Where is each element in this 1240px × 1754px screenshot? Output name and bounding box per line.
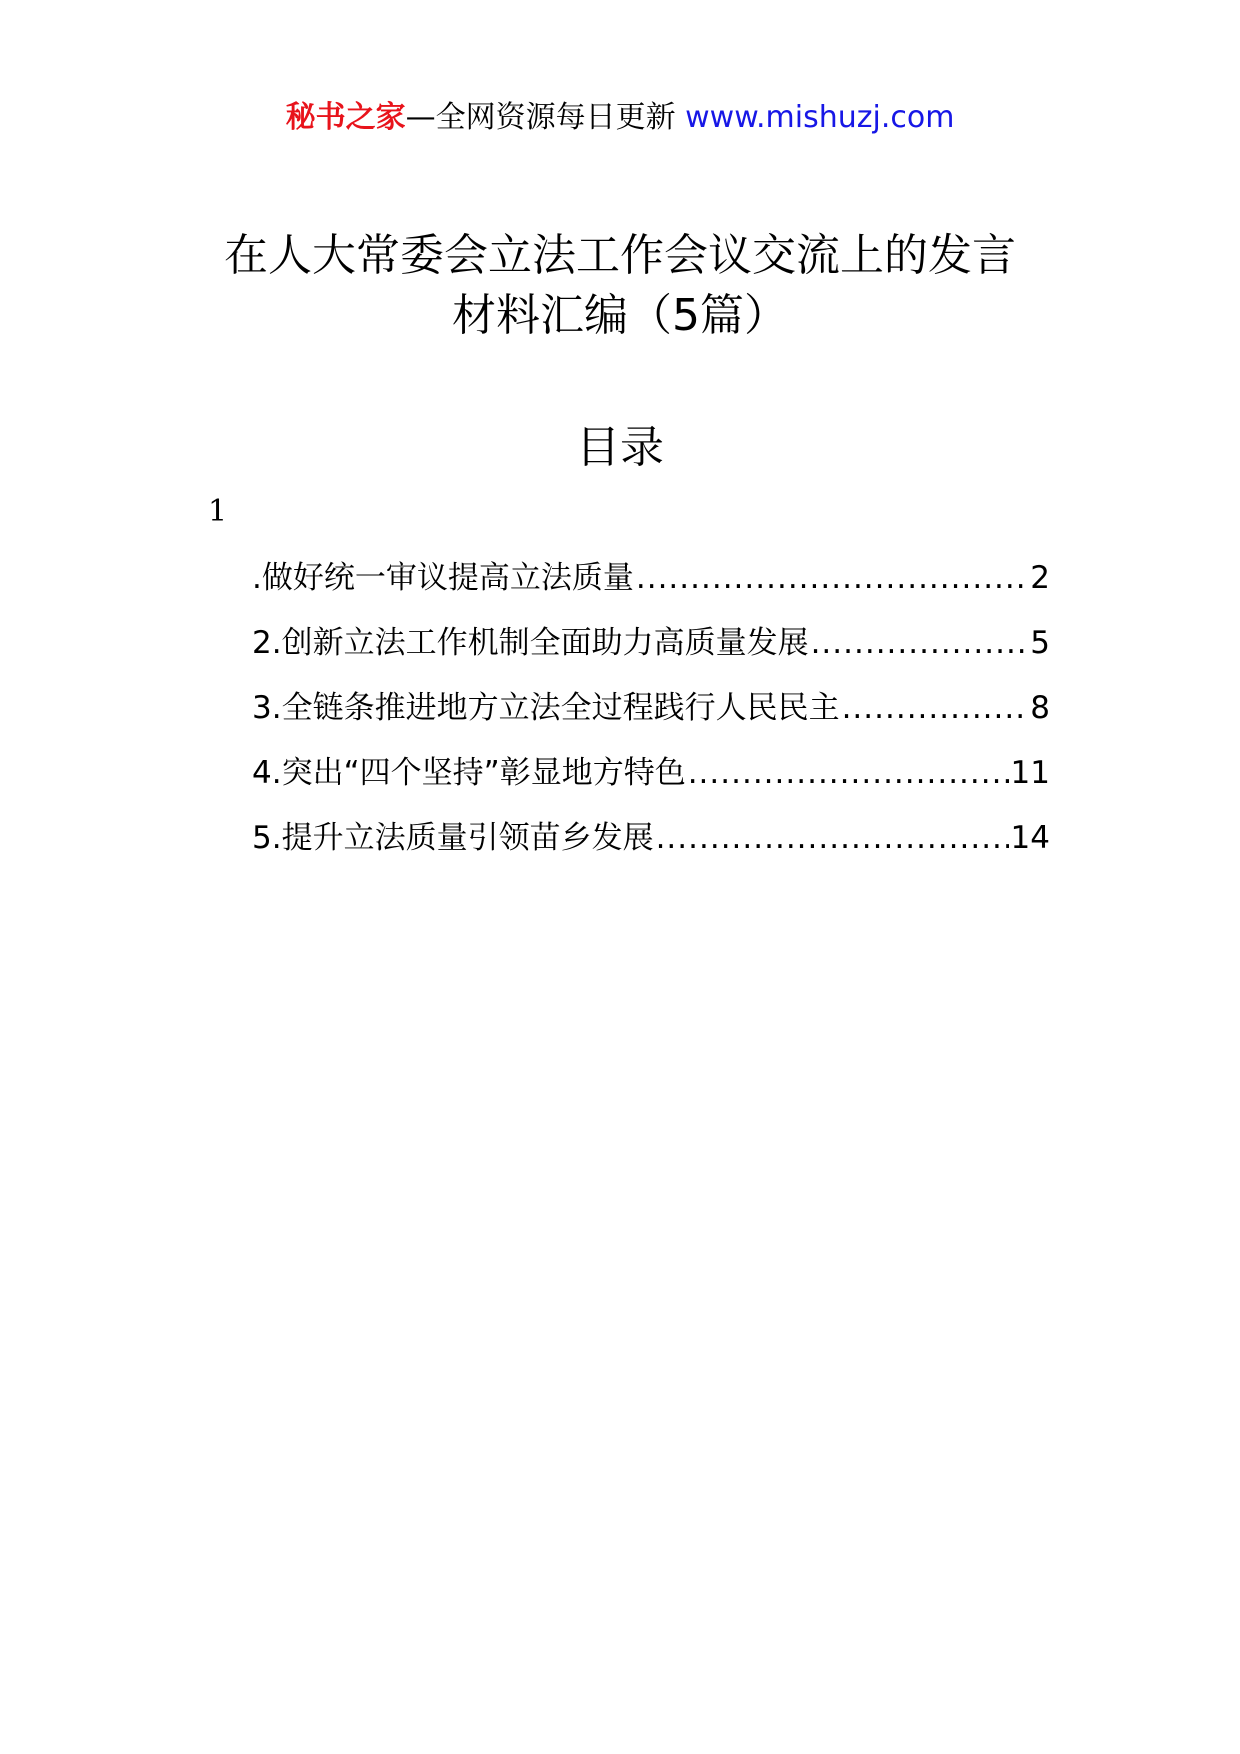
toc-dot-leader — [656, 816, 1009, 860]
toc-item-title: .做好统一审议提高立法质量 — [252, 560, 634, 596]
header-slogan: —全网资源每日更新 — [405, 100, 676, 135]
toc-item-page: 14 — [1010, 820, 1050, 856]
document-title-line-1: 在人大常委会立法工作会议交流上的发言 — [224, 230, 1016, 281]
toc-dot-leader — [688, 751, 1009, 795]
toc-heading: 目录 — [576, 422, 664, 473]
toc-item-title: 4.突出“四个坚持”彰显地方特色 — [252, 755, 686, 791]
document-title-line-2: 材料汇编（5篇） — [452, 290, 788, 341]
toc-item[interactable] — [252, 686, 1050, 751]
toc-item-page: 5 — [1030, 625, 1050, 661]
stray-number: 1 — [208, 494, 228, 529]
document-title — [160, 226, 1080, 346]
toc-item-title: 3.全链条推进地方立法全过程践行人民民主 — [252, 690, 840, 726]
toc-dot-leader — [636, 556, 1028, 600]
toc-item-page: 11 — [1010, 755, 1050, 791]
toc-item-title: 5.提升立法质量引领苗乡发展 — [252, 820, 654, 856]
toc-item-page: 2 — [1030, 560, 1050, 596]
brand-name: 秘书之家 — [285, 100, 406, 135]
toc-item[interactable] — [252, 816, 1050, 881]
toc-dot-leader — [842, 686, 1029, 730]
toc-item[interactable] — [252, 556, 1050, 621]
toc-item[interactable] — [252, 621, 1050, 686]
header-banner — [0, 98, 1240, 138]
table-of-contents — [252, 556, 1050, 881]
toc-dot-leader — [811, 621, 1029, 665]
site-url-link[interactable]: www.mishuzj.com — [685, 100, 955, 135]
toc-item[interactable] — [252, 751, 1050, 816]
toc-item-page: 8 — [1030, 690, 1050, 726]
toc-item-title: 2.创新立法工作机制全面助力高质量发展 — [252, 625, 809, 661]
